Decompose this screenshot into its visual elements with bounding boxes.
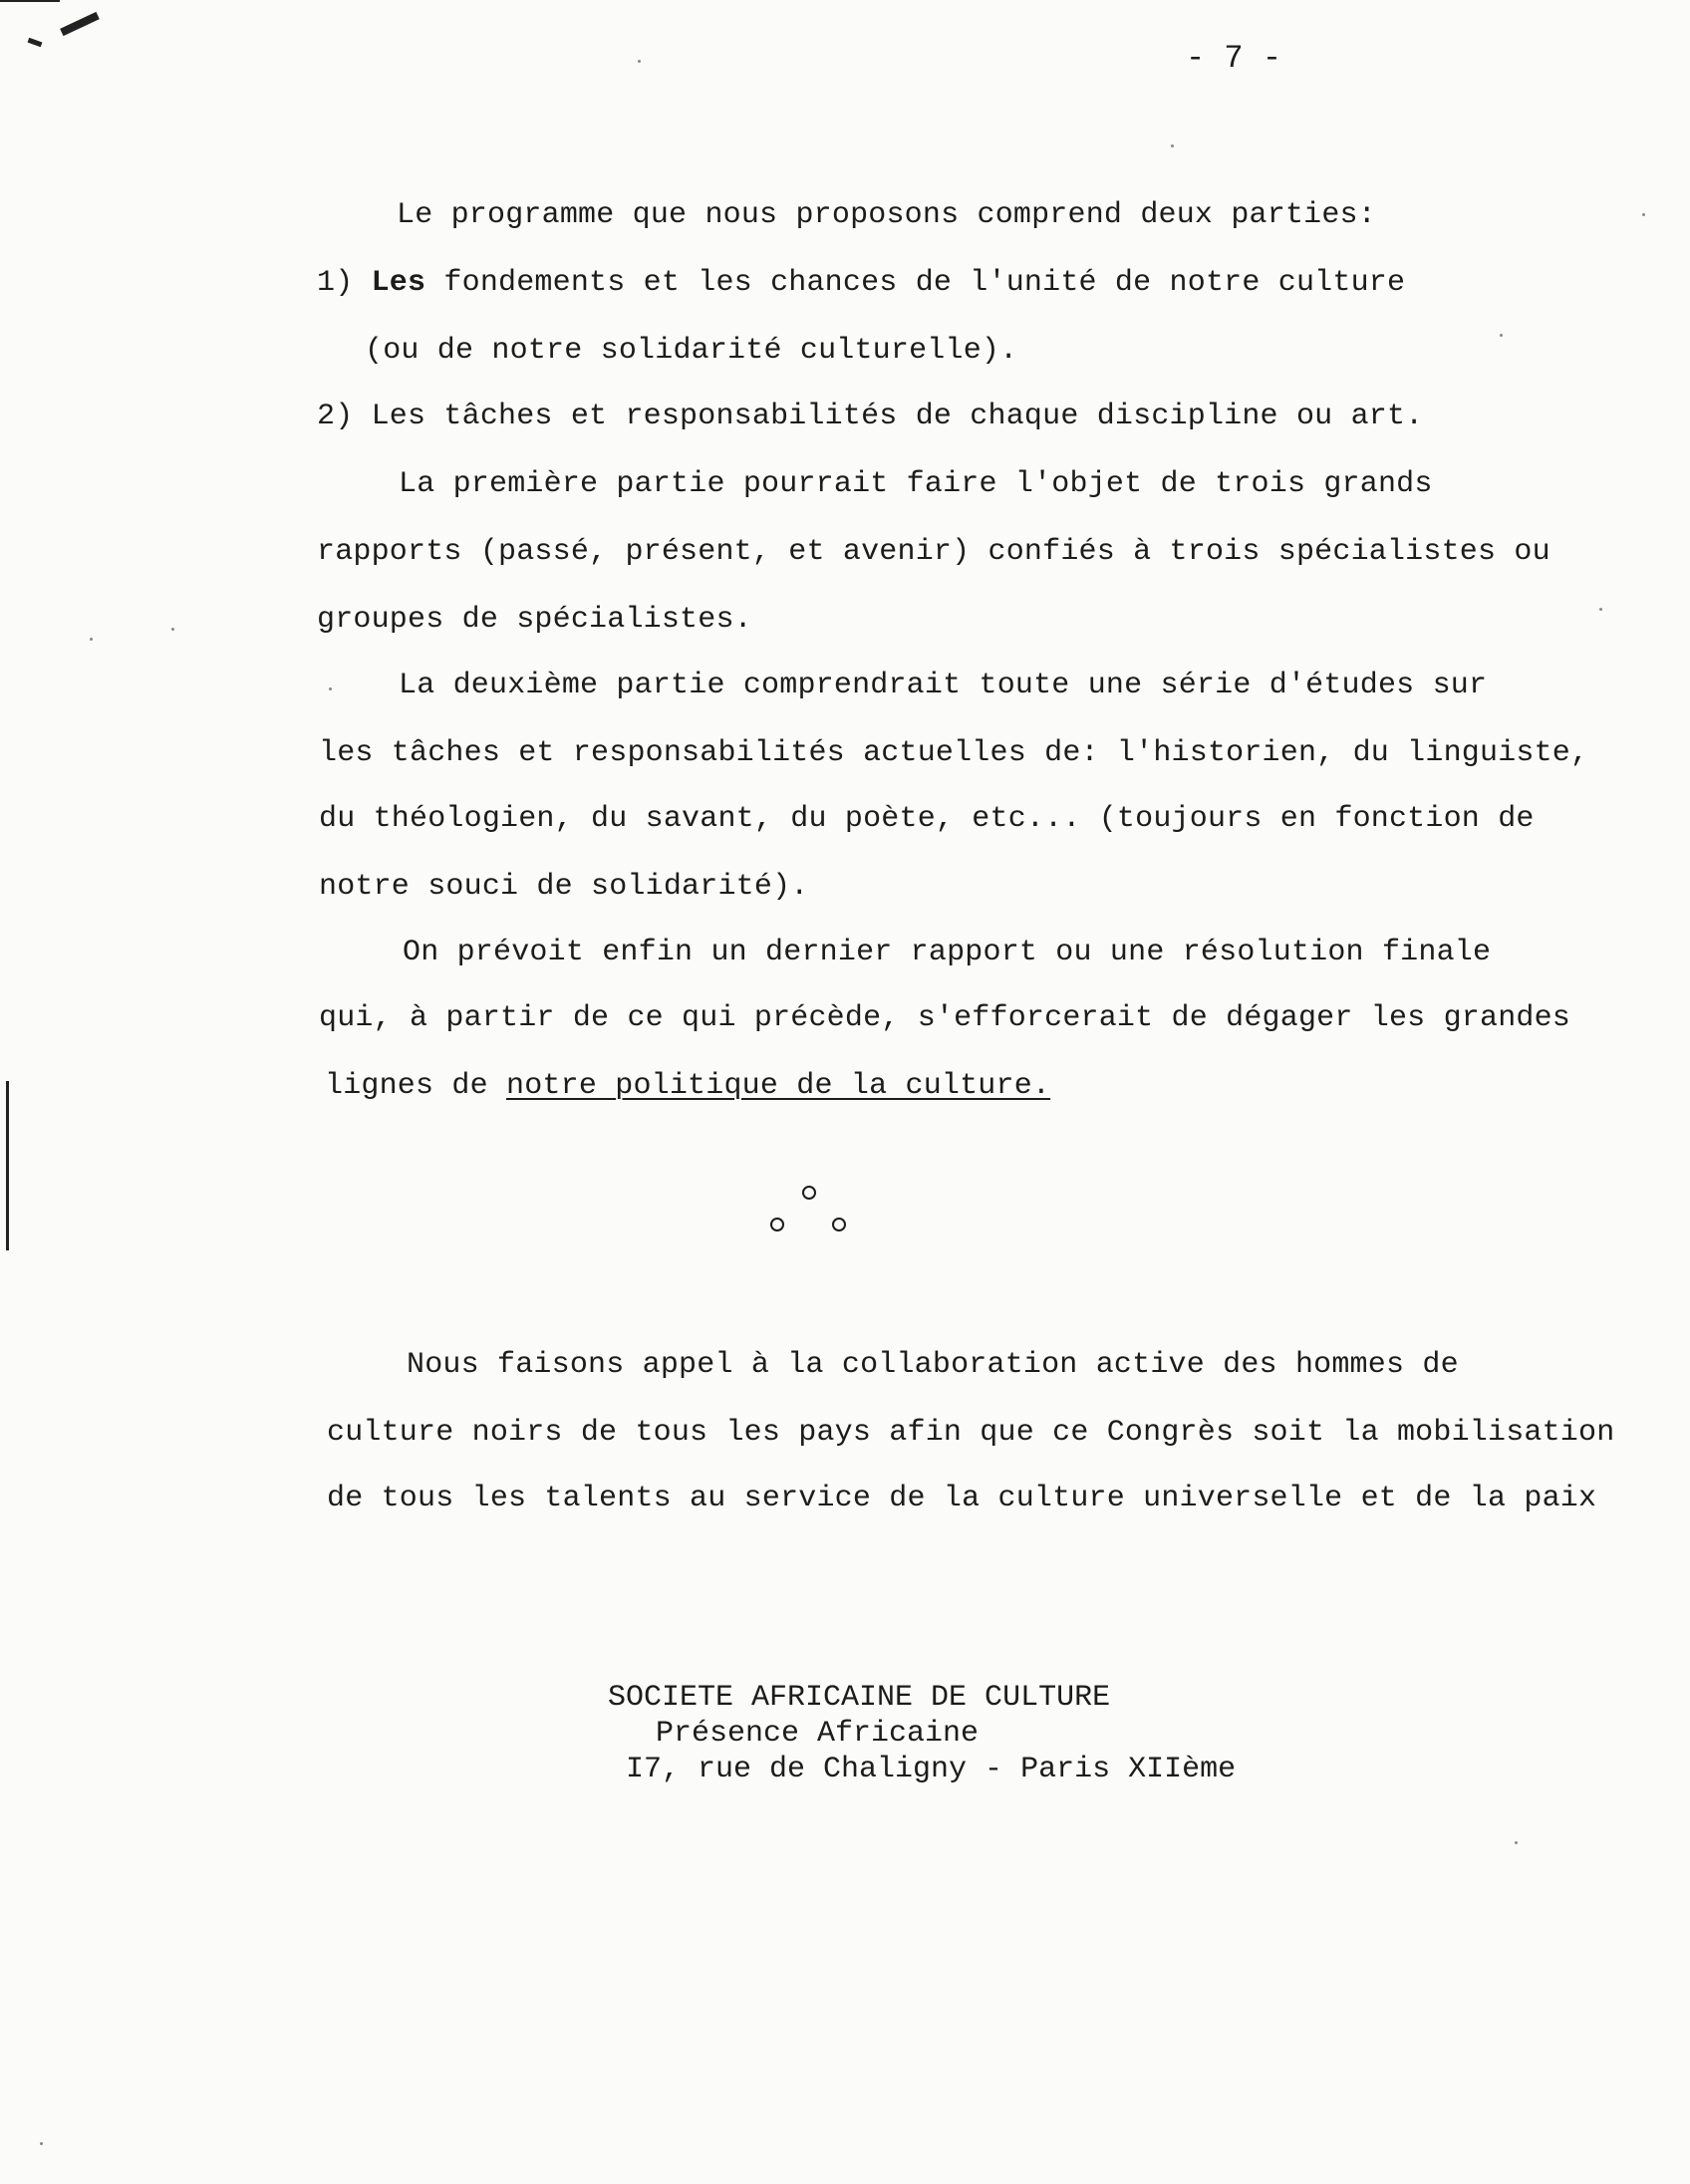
signature-publication: Présence Africaine [656, 1717, 980, 1751]
paragraph-3-line-3-prefix: lignes de [325, 1069, 488, 1103]
margin-speck [1599, 608, 1602, 611]
margin-speck [171, 628, 174, 631]
list-item-1-continuation: (ou de notre solidarité culturelle). [365, 334, 1018, 368]
corner-scan-mark [60, 12, 100, 36]
list-item-1-bold-word: Les [371, 266, 426, 300]
separator-dot-right [832, 1218, 846, 1231]
separator-dot-top [802, 1186, 816, 1200]
paragraph-2-line-4: notre souci de solidarité). [319, 870, 809, 904]
section-separator [767, 1186, 857, 1245]
margin-speck [638, 60, 641, 63]
list-item-1-text: fondements et les chances de l'unité de notre culture [443, 266, 1406, 300]
signature-address: I7, rue de Chaligny - Paris XIIème [626, 1753, 1237, 1786]
margin-speck [40, 2142, 43, 2145]
margin-speck [1171, 144, 1174, 147]
paragraph-2-line-3: du théologien, du savant, du poète, etc... (toujours en fonction de [319, 802, 1535, 836]
paragraph-3-line-1: On prévoit enfin un dernier rapport ou une résolution finale [403, 936, 1492, 969]
paragraph-1-line-1: La première partie pourrait faire l'objet de trois grands [399, 467, 1433, 501]
appeal-line-3: de tous les talents au service de la culture universelle et de la paix [327, 1482, 1597, 1515]
paragraph-2-line-1: La deuxième partie comprendrait toute une série d'études sur [399, 669, 1488, 702]
margin-speck [90, 638, 93, 641]
paragraph-3-line-3 [325, 1068, 1050, 1104]
page-number: - 7 - [1186, 40, 1282, 77]
signature-organization: SOCIETE AFRICAINE DE CULTURE [608, 1681, 1111, 1715]
paragraph-1-line-3: groupes de spécialistes. [317, 603, 752, 637]
corner-scan-mark-small [28, 38, 43, 47]
top-edge-scan-mark [0, 0, 60, 2]
margin-speck [1515, 1841, 1518, 1844]
list-item-2: 2) Les tâches et responsabilités de chaque discipline ou art. [317, 400, 1424, 433]
paragraph-3-line-2: qui, à partir de ce qui précède, s'efforcerait de dégager les grandes [319, 1001, 1571, 1035]
appeal-line-2: culture noirs de tous les pays afin que ce Congrès soit la mobilisation [327, 1416, 1615, 1450]
margin-speck [1642, 213, 1645, 216]
list-item-1 [317, 265, 1405, 301]
underlined-phrase: notre politique de la culture. [506, 1069, 1051, 1103]
margin-speck [329, 687, 332, 690]
paragraph-1-line-2: rapports (passé, présent, et avenir) confiés à trois spécialistes ou [317, 535, 1550, 569]
paragraph-2-line-2: les tâches et responsabilités actuelles de: l'historien, du linguiste, [319, 736, 1589, 770]
margin-speck [1500, 334, 1503, 337]
list-item-1-number: 1) [317, 266, 354, 300]
appeal-line-1: Nous faisons appel à la collaboration active des hommes de [407, 1348, 1459, 1382]
left-edge-scan-mark [6, 1081, 9, 1250]
separator-dot-left [770, 1218, 784, 1231]
intro-line: Le programme que nous proposons comprend deux parties: [397, 198, 1376, 232]
